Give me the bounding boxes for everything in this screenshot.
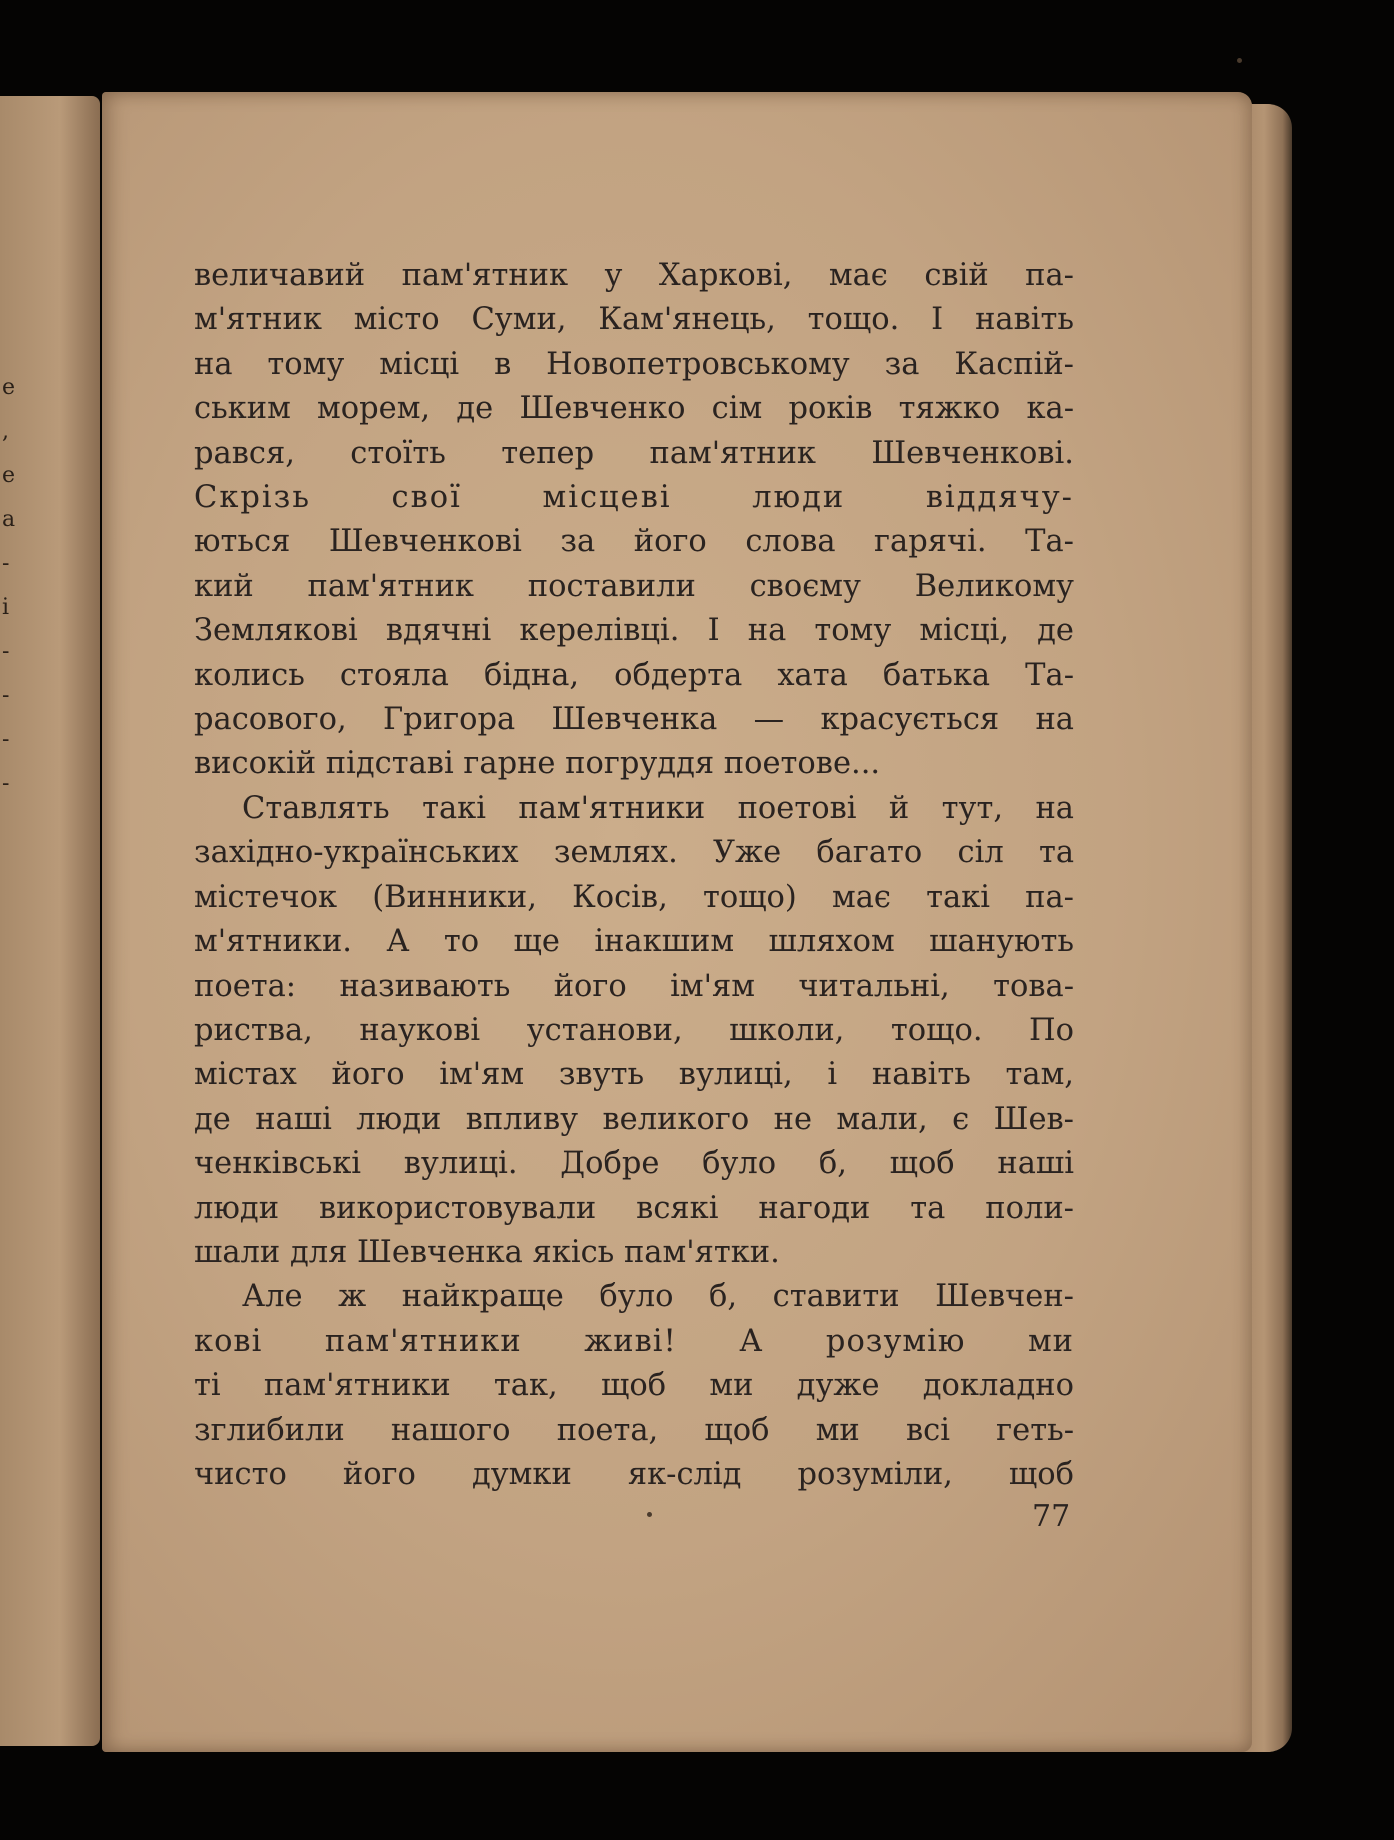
text-line: містечок (Винники, Косів, тощо) має такі па-: [194, 879, 1074, 915]
text-line: Скрізь свої місцеві люди віддячу-: [194, 480, 1074, 516]
left-fragment: і: [2, 595, 10, 620]
left-fragment: е: [2, 463, 16, 488]
text-line: ським морем, де Шевченко сім років тяжко ка-: [194, 391, 1074, 427]
text-line: Ставлять такі пам'ятники поетові й тут, на: [242, 790, 1074, 826]
text-line: на тому місці в Новопетровському за Каспій-: [194, 346, 1074, 382]
text-line: містах його ім'ям звуть вулиці, і навіть там,: [194, 1057, 1074, 1093]
text-line: західно-українських землях. Уже багато сіл та: [194, 835, 1074, 871]
page-number: 77: [1032, 1499, 1071, 1534]
left-fragment: -: [2, 639, 10, 664]
left-fragment: е: [2, 375, 16, 400]
text-line: ються Шевченкові за його слова гарячі. Та-: [194, 524, 1074, 560]
left-page-edge: [0, 96, 100, 1746]
text-line: де наші люди впливу великого не мали, є Шев-: [194, 1101, 1074, 1137]
text-line: люди використовували всякі нагоди та поли-: [194, 1190, 1074, 1226]
text-line: риства, наукові установи, школи, тощо. По: [194, 1012, 1074, 1048]
text-line: м'ятник місто Суми, Кам'янець, тощо. І навіть: [194, 302, 1074, 338]
ink-dot: [1237, 58, 1242, 63]
left-fragment: -: [2, 727, 10, 752]
text-line: величавий пам'ятник у Харкові, має свій па-: [194, 258, 1074, 293]
left-fragment: ,: [2, 419, 9, 444]
text-line: чисто його думки як-слід розуміли, щоб: [194, 1456, 1074, 1492]
text-line: зглибили нашого поета, щоб ми всі геть-: [194, 1412, 1074, 1448]
text-line: шали для Шевченка якісь пам'ятки.: [194, 1234, 780, 1270]
left-fragment: -: [2, 551, 10, 576]
left-fragment: а: [2, 507, 16, 532]
ink-dot: [647, 1512, 652, 1517]
text-line: рався, стоїть тепер пам'ятник Шевченкові.: [194, 435, 1074, 471]
text-line: Землякові вдячні керелівці. І на тому місці, де: [194, 613, 1074, 649]
text-line: колись стояла бідна, обдерта хата батька Та-: [194, 657, 1074, 693]
left-fragment: -: [2, 683, 10, 708]
text-line: поета: називають його ім'ям читальні, това-: [194, 968, 1074, 1004]
text-line: кові пам'ятники живі! А розумію ми: [194, 1323, 1074, 1359]
text-line: Але ж найкраще було б, ставити Шевчен-: [242, 1279, 1074, 1315]
text-line: високій підставі гарне погруддя поетове...: [194, 746, 881, 782]
body-text: [194, 254, 1074, 1497]
text-line: кий пам'ятник поставили своєму Великому: [194, 568, 1074, 604]
text-line: м'ятники. А то ще інакшим шляхом шанують: [194, 924, 1074, 960]
left-page-text-fragments: [2, 366, 16, 806]
text-line: ченківські вулиці. Добре було б, щоб наші: [194, 1146, 1074, 1182]
text-line: расового, Григора Шевченка — красується на: [194, 702, 1074, 738]
book-page: [102, 92, 1252, 1752]
text-line: ті пам'ятники так, щоб ми дуже докладно: [194, 1368, 1074, 1404]
left-fragment: -: [2, 771, 10, 796]
